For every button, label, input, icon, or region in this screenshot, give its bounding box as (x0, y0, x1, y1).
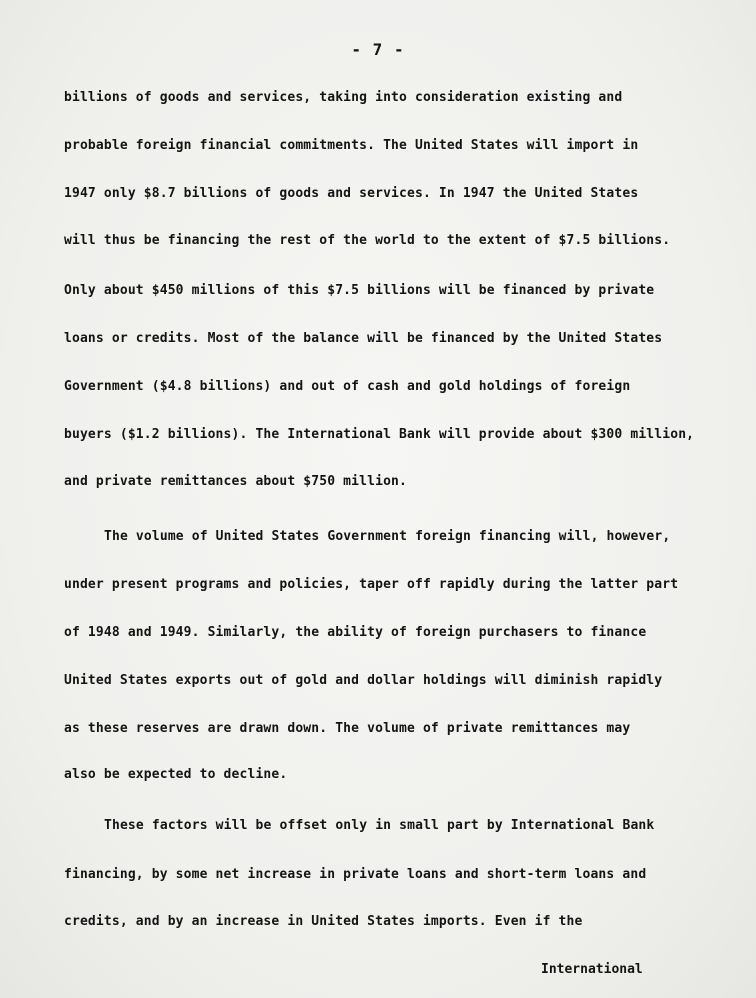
text-line: credits, and by an increase in United States imports. Even if the (64, 914, 583, 929)
text-line: probable foreign financial commitments. The United States will import in (64, 138, 639, 153)
text-line: of 1948 and 1949. Similarly, the ability of foreign purchasers to finance (64, 625, 647, 640)
text-line: loans or credits. Most of the balance will be financed by the United States (64, 331, 663, 346)
page-number: - 7 - (351, 40, 405, 59)
text-line: These factors will be offset only in small part by International Bank (104, 818, 655, 833)
catchword: International (541, 962, 643, 977)
text-line: will thus be financing the rest of the world to the extent of $7.5 billions. (64, 233, 671, 248)
text-line: financing, by some net increase in private loans and short-term loans and (64, 867, 647, 882)
text-line: as these reserves are drawn down. The volume of private remittances may (64, 721, 631, 736)
text-line: 1947 only $8.7 billions of goods and services. In 1947 the United States (64, 186, 639, 201)
text-line: under present programs and policies, taper off rapidly during the latter part (64, 577, 679, 592)
text-line: Government ($4.8 billions) and out of cash and gold holdings of foreign (64, 379, 631, 394)
text-line: billions of goods and services, taking into consideration existing and (64, 90, 623, 105)
text-line: The volume of United States Government foreign financing will, however, (104, 529, 671, 544)
text-line: also be expected to decline. (64, 767, 288, 782)
text-line: United States exports out of gold and dollar holdings will diminish rapidly (64, 673, 663, 688)
text-line: buyers ($1.2 billions). The International Bank will provide about $300 million, (64, 427, 695, 442)
text-line: Only about $450 millions of this $7.5 billions will be financed by private (64, 283, 655, 298)
text-line: and private remittances about $750 million. (64, 474, 407, 489)
